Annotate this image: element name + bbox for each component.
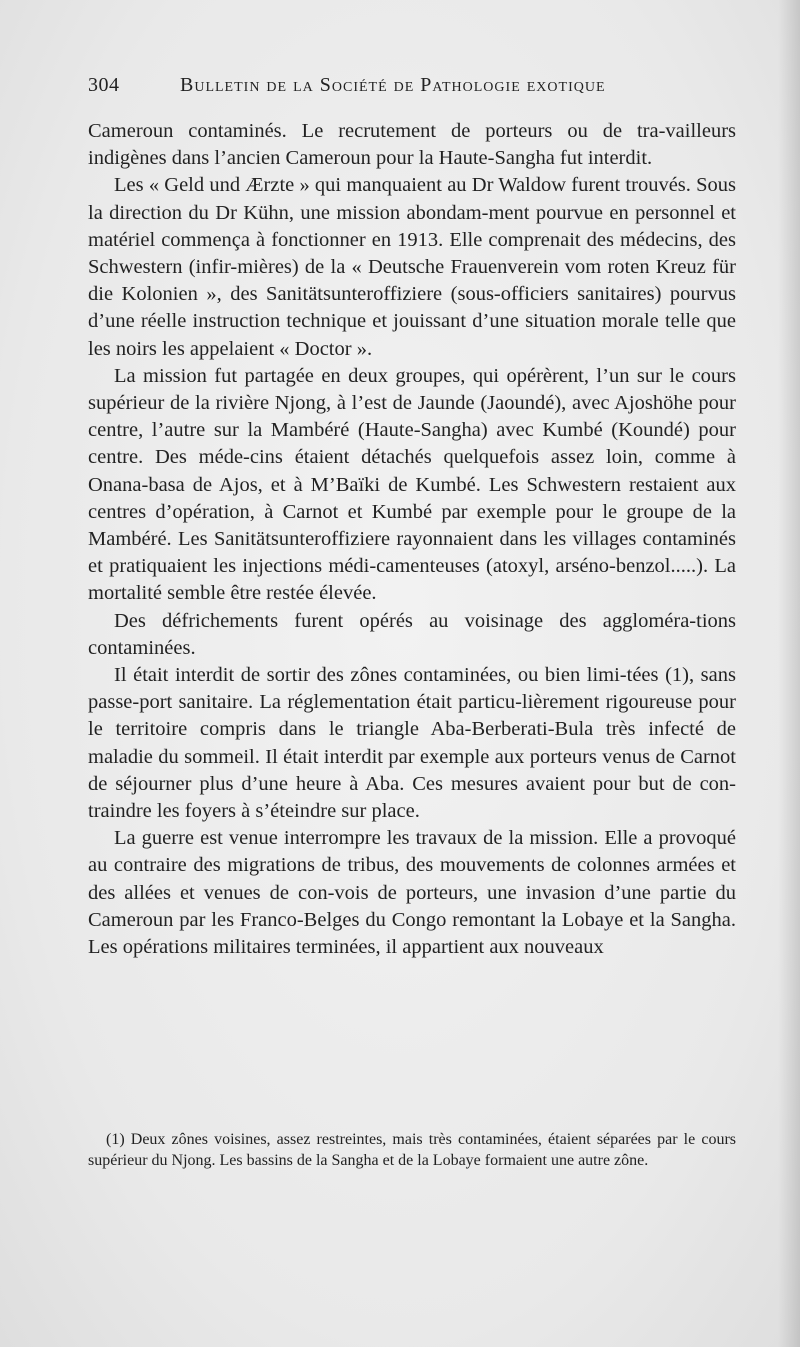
page-edge-shadow <box>778 0 800 1347</box>
paragraph-3: La mission fut partagée en deux groupes, qui opérèrent, l’un sur le cours supérieur de la rivière Njong, à l’est de Jaunde (Jaoundé), avec Ajoshöhe pour centre, l’autre sur la Mambéré (Haute-Sangha) avec Kumbé (Koundé) pour centre. Des méde-cins étaient détachés quelquefois assez loin, comme à Onana-basa de Ajos, et à M’Baïki de Kumbé. Les Schwestern restaient aux centres d’opération, à Carnot et Kumbé par exemple pour le groupe de la Mambéré. Les Sanitätsunteroffiziere rayonnaient dans les villages contaminés et pratiquaient les injections médi-camenteuses (atoxyl, arséno-benzol.....). La mortalité semble être restée élevée. <box>88 364 736 605</box>
paragraph-2: Les « Geld und Ærzte » qui manquaient au Dr Waldow furent trouvés. Sous la direction du Dr Kühn, une mission abondam-ment pourvue en personnel et matériel commença à fonctionner en 1913. Elle comprenait des médecins, des Schwestern (infir-mières) de la « Deutsche Frauenverein vom roten Kreuz für die Kolonien », des Sanitätsunteroffiziere (sous-officiers sanitaires) pourvus d’une réelle instruction technique et jouissant d’une situation morale telle que les noirs les appelaient « Doctor ». <box>88 174 736 360</box>
paragraph-1: Cameroun contaminés. Le recrutement de porteurs ou de tra-vailleurs indigènes dans l’ancien Cameroun pour la Haute-Sangha fut interdit. <box>88 120 736 170</box>
page-header <box>88 74 738 104</box>
paragraph-4: Des défrichements furent opérés au voisinage des aggloméra-tions contaminées. <box>88 609 736 659</box>
paragraph-6: La guerre est venue interrompre les travaux de la mission. Elle a provoqué au contraire des migrations de tribus, des mouvements de colonnes armées et des allées et venues de con-vois de porteurs, une invasion d’une partie du Cameroun par les Franco-Belges du Congo remontant la Lobaye et la Sangha. Les opérations militaires terminées, il appartient aux nouveaux <box>88 827 736 959</box>
page-number: 304 <box>88 74 120 96</box>
body-text <box>88 118 736 961</box>
running-title: Bulletin de la Société de Pathologie exotique <box>180 74 606 96</box>
paragraph-5: Il était interdit de sortir des zônes contaminées, ou bien limi-tées (1), sans passe-port sanitaire. La réglementation était particu-lièrement rigoureuse pour le territoire compris dans le triangle Aba-Berberati-Bula très infecté de maladie du sommeil. Il était interdit par exemple aux porteurs venus de Carnot de séjourner plus d’une heure à Aba. Ces mesures avaient pour but de con-traindre les foyers à s’éteindre sur place. <box>88 664 736 823</box>
footnotes <box>88 1129 736 1171</box>
footnote-1: (1) Deux zônes voisines, assez restreintes, mais très contaminées, étaient séparées par le cours supérieur du Njong. Les bassins de la Sangha et de la Lobaye formaient une autre zône. <box>88 1131 736 1169</box>
